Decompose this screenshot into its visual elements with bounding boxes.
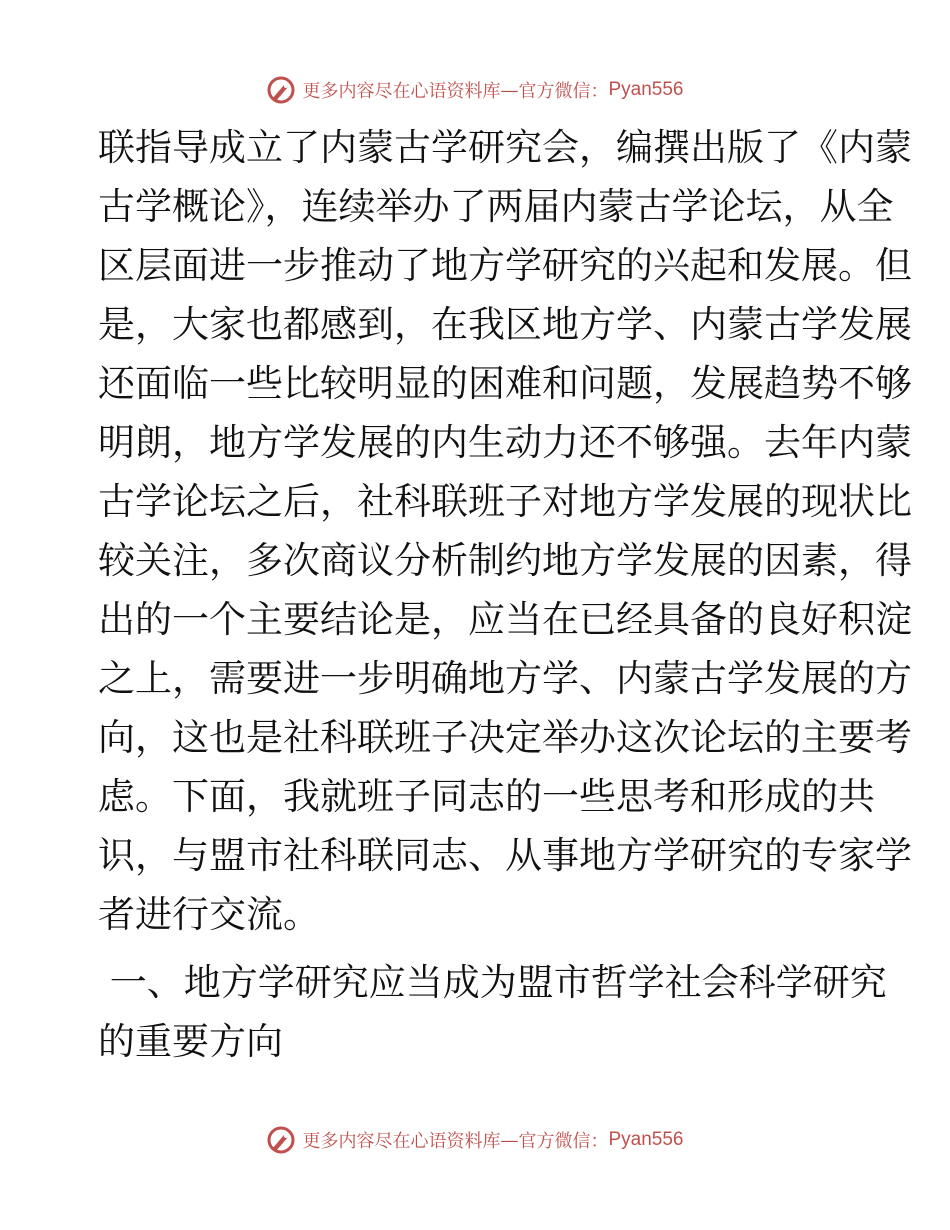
body-line: 联指导成立了内蒙古学研究会，编撰出版了《内蒙 <box>98 126 912 169</box>
body-line: 还面临一些比较明显的困难和问题，发展趋势不够 <box>98 362 912 405</box>
pen-logo-icon <box>266 75 296 105</box>
watermark-wechat-id: Pyan556 <box>608 1129 684 1150</box>
body-line: 出的一个主要结论是，应当在已经具备的良好积淀 <box>98 598 912 641</box>
watermark-suffix: 官方微信： <box>518 81 609 102</box>
body-line: 古学概论》，连续举办了两届内蒙古学论坛，从全 <box>98 185 894 228</box>
body-line: 是，大家也都感到，在我区地方学、内蒙古学发展 <box>98 303 912 346</box>
body-line: 古学论坛之后，社科联班子对地方学发展的现状比 <box>98 480 912 523</box>
heading-line: 一、地方学研究应当成为盟市哲学社会科学研究 <box>98 961 887 1004</box>
heading-line: 的重要方向 <box>98 1020 283 1063</box>
body-line: 者进行交流。 <box>98 893 320 936</box>
watermark-header <box>0 72 950 108</box>
watermark-wechat-id: Pyan556 <box>608 79 684 100</box>
body-line: 区层面进一步推动了地方学研究的兴起和发展。但 <box>98 244 912 287</box>
watermark-text: 更多内容尽在心语资料库 <box>302 81 501 102</box>
body-line: 虑。下面，我就班子同志的一些思考和形成的共 <box>98 775 875 818</box>
body-line: 明朗，地方学发展的内生动力还不够强。去年内蒙 <box>98 421 912 464</box>
body-line: 向，这也是社科联班子决定举办这次论坛的主要考 <box>98 716 912 759</box>
watermark-text: 更多内容尽在心语资料库 <box>302 1131 501 1152</box>
section-heading <box>98 953 887 1071</box>
body-paragraph <box>98 118 912 944</box>
body-line: 之上，需要进一步明确地方学、内蒙古学发展的方 <box>98 657 912 700</box>
watermark-footer <box>0 1122 950 1158</box>
watermark-suffix: 官方微信： <box>518 1131 609 1152</box>
body-line: 较关注，多次商议分析制约地方学发展的因素，得 <box>98 539 912 582</box>
watermark-separator: — <box>500 79 519 101</box>
pen-logo-icon <box>266 1125 296 1155</box>
watermark-separator: — <box>500 1129 519 1151</box>
body-line: 识，与盟市社科联同志、从事地方学研究的专家学 <box>98 834 912 877</box>
